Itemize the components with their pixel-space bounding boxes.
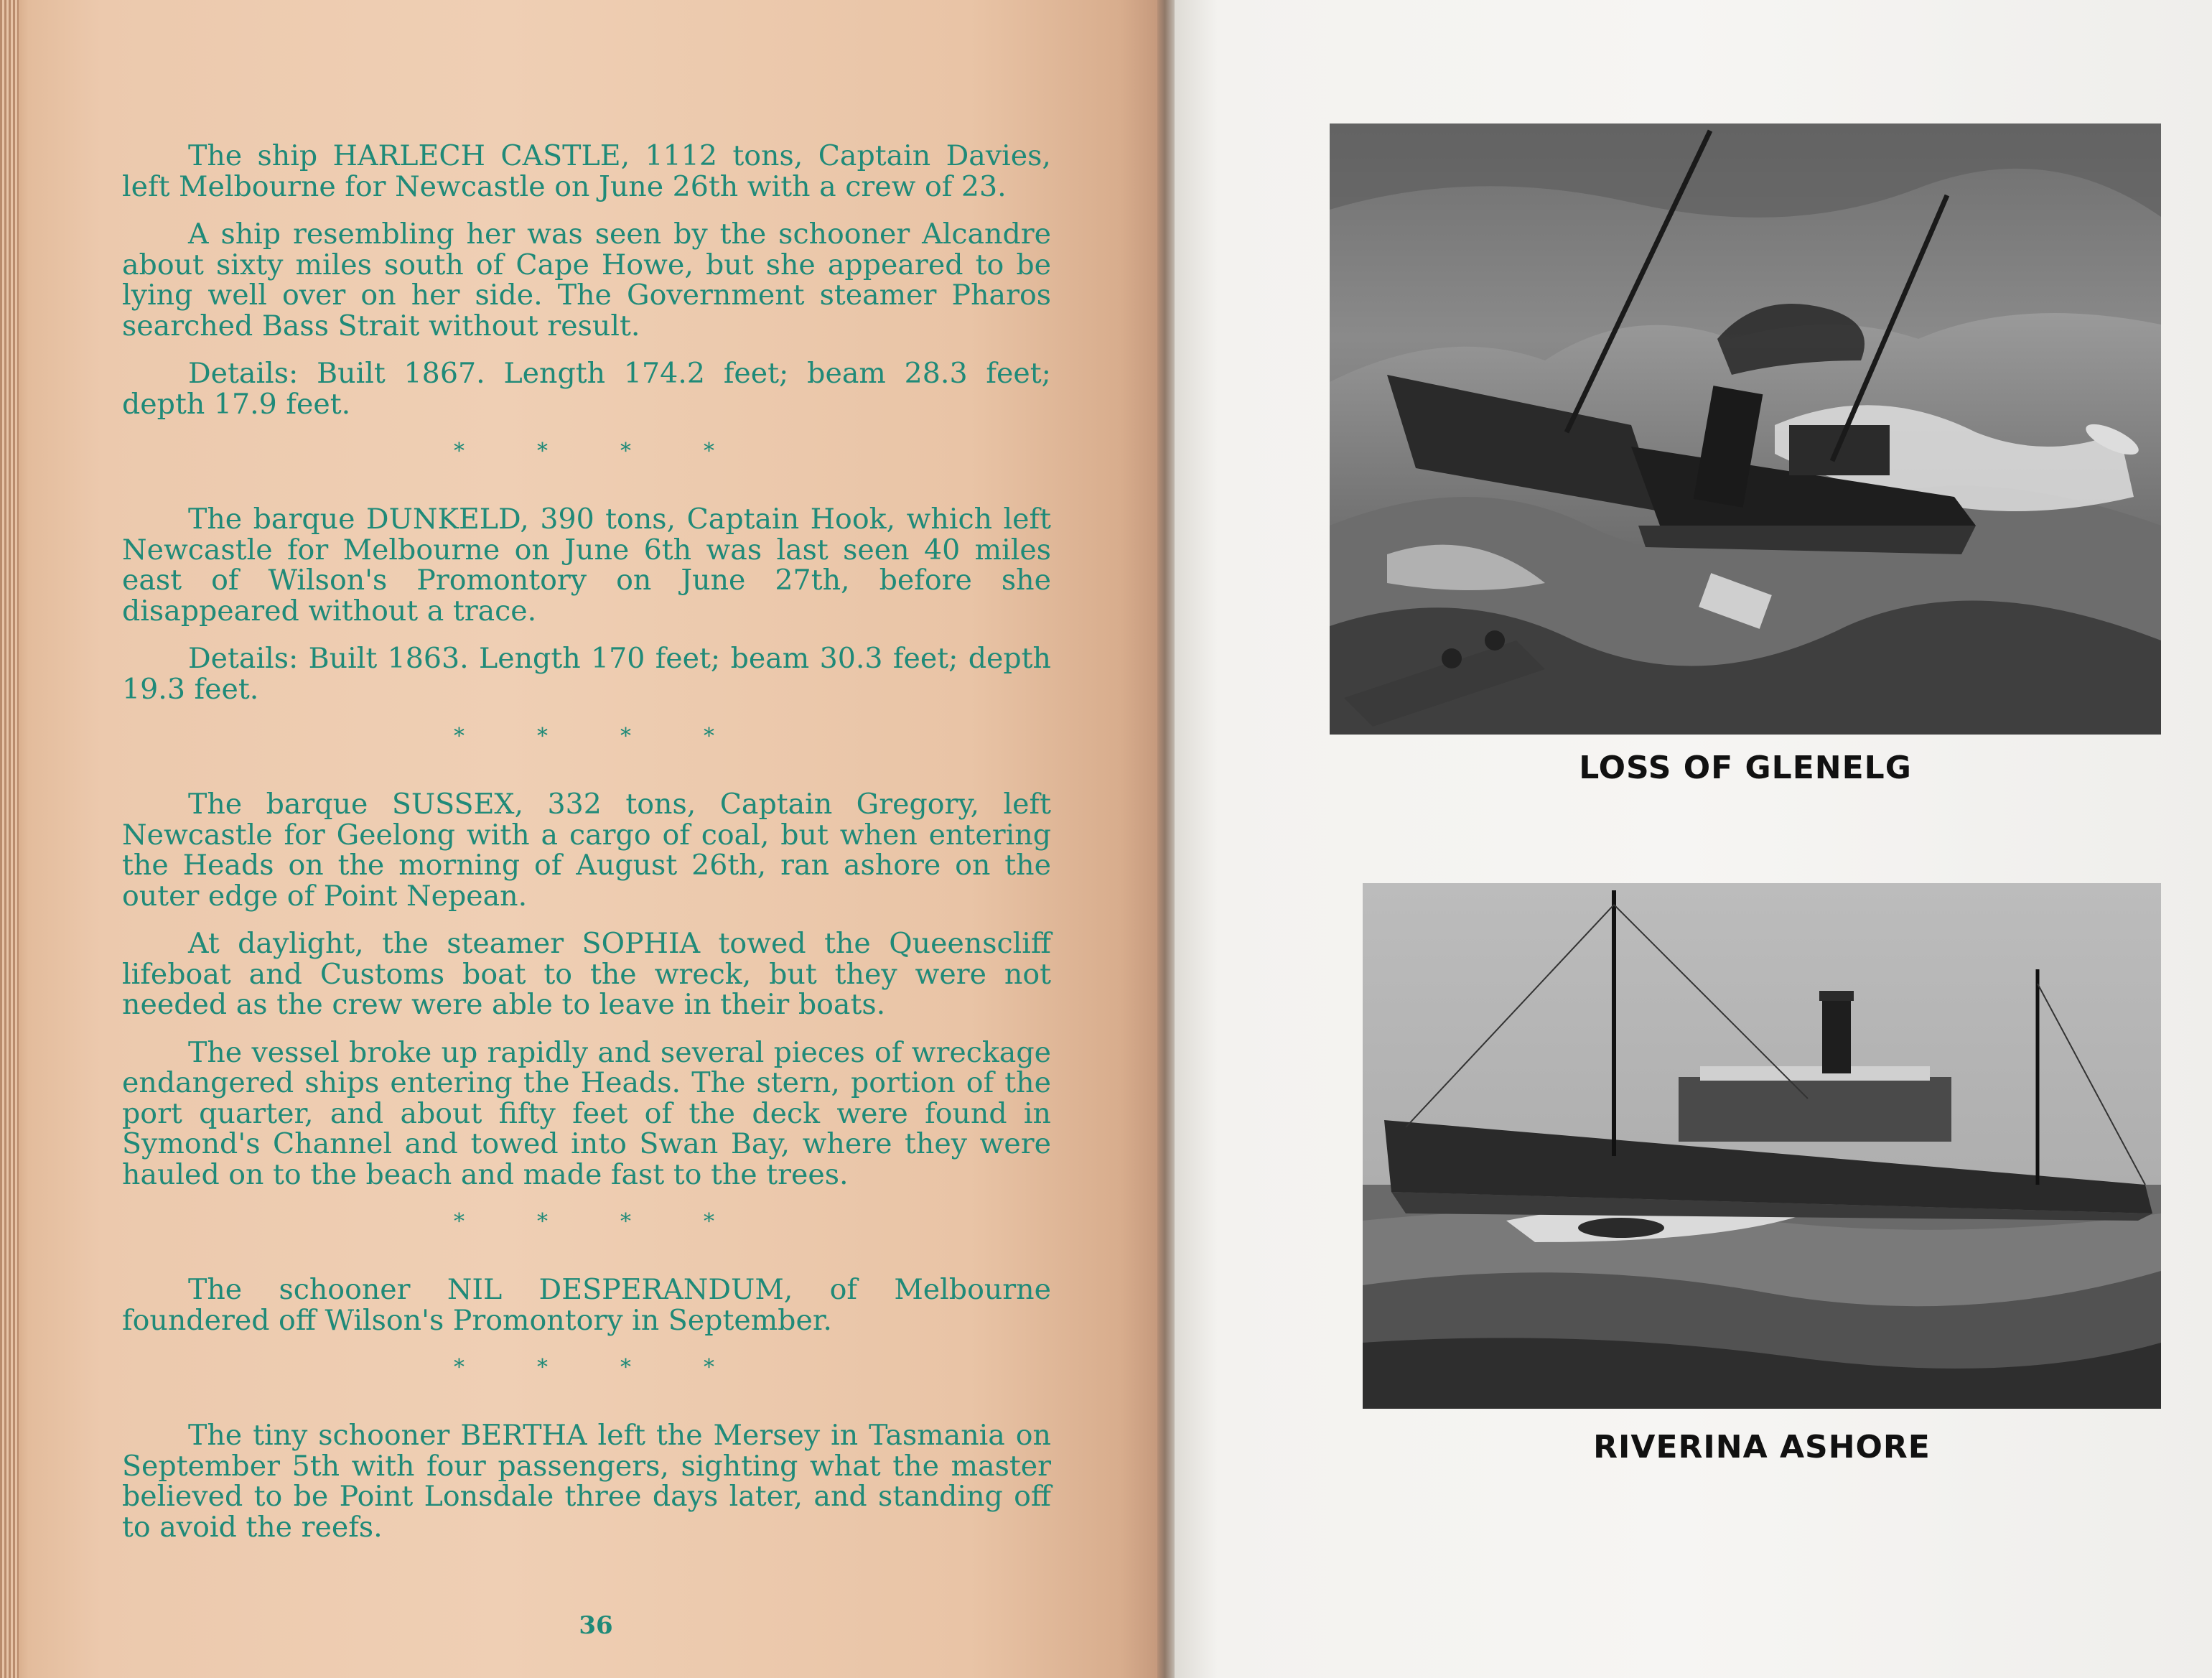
separator-star: *	[620, 1355, 631, 1380]
section-separator	[122, 1210, 1051, 1234]
page-number: 36	[579, 1611, 613, 1640]
caption-loss-of-glenelg: LOSS OF GLENELG	[1579, 750, 1912, 786]
separator-star: *	[537, 439, 548, 464]
entry-paragraph: The schooner NIL DESPERANDUM, of Melbourne foundered off Wilson's Promontory in September.	[122, 1273, 1051, 1337]
separator-star: *	[704, 724, 714, 749]
separator-star: *	[620, 724, 631, 749]
entry-paragraph: At daylight, the steamer SOPHIA towed the Queenscliff lifeboat and Customs boat to the wreck, but they were not needed as the crew were able to leave in their boats.	[122, 927, 1051, 1021]
book-gutter	[1157, 0, 1176, 1678]
section-separator	[122, 439, 1051, 464]
separator-star: *	[620, 439, 631, 464]
separator-star: *	[537, 1209, 548, 1234]
separator-star: *	[704, 1209, 714, 1234]
separator-star: *	[704, 439, 714, 464]
separator-star: *	[620, 1209, 631, 1234]
separator-star: *	[454, 1355, 465, 1380]
photo-riverina-ashore	[1363, 883, 2161, 1409]
right-page	[1175, 0, 2212, 1678]
entry-paragraph: The tiny schooner BERTHA left the Mersey in Tasmania on September 5th with four passengers, sighting what the master believed to be Point Lonsdale three days later, and standing off to avoid the reefs.	[122, 1419, 1051, 1544]
section-separator	[122, 724, 1051, 749]
separator-star: *	[454, 724, 465, 749]
text-column	[122, 141, 1051, 1560]
entry-paragraph: A ship resembling her was seen by the schooner Alcandre about sixty miles south of Cape Howe, but she appeared to be lying well over on her side. The Government steamer Pharos searched Bass Strait without result.	[122, 218, 1051, 342]
caption-riverina-ashore: RIVERINA ASHORE	[1593, 1429, 1931, 1465]
separator-star: *	[537, 1355, 548, 1380]
photo-loss-of-glenelg	[1330, 123, 2161, 735]
separator-star: *	[537, 724, 548, 749]
separator-star: *	[454, 1209, 465, 1234]
section-separator	[122, 1356, 1051, 1380]
entry-paragraph: The ship HARLECH CASTLE, 1112 tons, Captain Davies, left Melbourne for Newcastle on June 26th with a crew of 23.	[122, 139, 1051, 203]
steamer-aground-illustration	[1363, 883, 2161, 1409]
entry-paragraph: The barque SUSSEX, 332 tons, Captain Gregory, left Newcastle for Geelong with a cargo of coal, but when entering the Heads on the morning of August 26th, ran ashore on the outer edge of Point Nepean.	[122, 788, 1051, 913]
separator-star: *	[704, 1355, 714, 1380]
entry-paragraph: The vessel broke up rapidly and several pieces of wreckage endangered ships entering the Heads. The stern, portion of the port quarter, and about fifty feet of the deck were found in Symond's Channel and towed into Swan Bay, where they were hauled on to the beach and made fast to the trees.	[122, 1035, 1051, 1191]
entry-paragraph: Details: Built 1867. Length 174.2 feet; beam 28.3 feet; depth 17.9 feet.	[122, 357, 1051, 421]
entry-paragraph: The barque DUNKELD, 390 tons, Captain Hook, which left Newcastle for Melbourne on June 6th was last seen 40 miles east of Wilson's Promontory on June 27th, before she disappeared without a trace.	[122, 503, 1051, 628]
ship-in-storm-illustration	[1330, 123, 2161, 735]
entry-paragraph: Details: Built 1863. Length 170 feet; beam 30.3 feet; depth 19.3 feet.	[122, 642, 1051, 706]
separator-star: *	[454, 439, 465, 464]
